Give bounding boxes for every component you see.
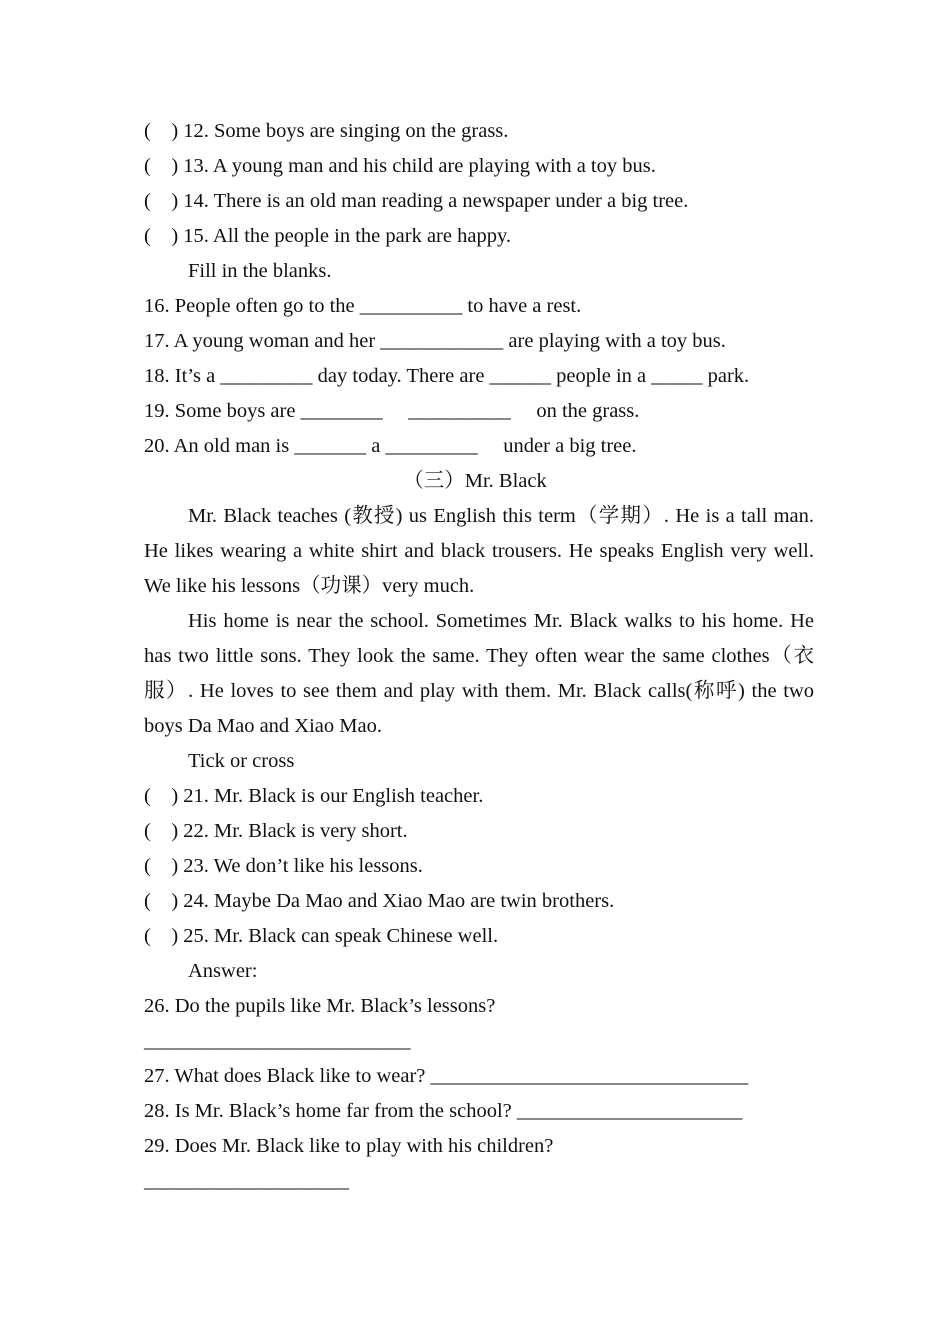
question-28: 28. Is Mr. Black’s home far from the school? ______________________ <box>144 1100 743 1122</box>
fill-heading: Fill in the blanks. <box>188 260 332 282</box>
question-29: 29. Does Mr. Black like to play with his children? <box>144 1135 554 1157</box>
question-27: 27. What does Black like to wear? _______________________________ <box>144 1065 749 1087</box>
tick-item-24: ( ) 24. Maybe Da Mao and Xiao Mao are twin brothers. <box>144 890 615 912</box>
answer-blank-26: __________________________ <box>144 1030 411 1052</box>
passage-paragraph-2: His home is near the school. Sometimes Mr. Black walks to his home. He has two little sons. They look the same. They often wear the same clothes（衣服）. He loves to see them and play with them. Mr. Black calls(称呼) the two boys Da Mao and Xiao Mao. <box>144 610 814 737</box>
fill-item-16: 16. People often go to the __________ to have a rest. <box>144 295 582 317</box>
worksheet-page <box>144 114 814 1199</box>
tf-item-14: ( ) 14. There is an old man reading a newspaper under a big tree. <box>144 190 689 212</box>
fill-item-17: 17. A young woman and her ____________ are playing with a toy bus. <box>144 330 726 352</box>
tick-item-22: ( ) 22. Mr. Black is very short. <box>144 820 408 842</box>
tick-heading: Tick or cross <box>188 750 295 772</box>
tf-item-15: ( ) 15. All the people in the park are happy. <box>144 225 511 247</box>
fill-item-18: 18. It’s a _________ day today. There are ______ people in a _____ park. <box>144 365 750 387</box>
tf-item-12: ( ) 12. Some boys are singing on the grass. <box>144 120 509 142</box>
section-title: （三）Mr. Black <box>403 470 547 492</box>
fill-item-20: 20. An old man is _______ a _________ under a big tree. <box>144 435 637 457</box>
answer-heading: Answer: <box>188 960 258 982</box>
passage-paragraph-1: Mr. Black teaches (教授) us English this term（学期）. He is a tall man. He likes wearing a white shirt and black trousers. He speaks English very well. We like his lessons（功课）very much. <box>144 505 814 597</box>
tf-item-13: ( ) 13. A young man and his child are playing with a toy bus. <box>144 155 656 177</box>
tick-item-21: ( ) 21. Mr. Black is our English teacher. <box>144 785 484 807</box>
tick-item-23: ( ) 23. We don’t like his lessons. <box>144 855 423 877</box>
fill-item-19: 19. Some boys are ________ __________ on the grass. <box>144 400 640 422</box>
answer-blank-29: ____________________ <box>144 1170 349 1192</box>
tick-item-25: ( ) 25. Mr. Black can speak Chinese well. <box>144 925 499 947</box>
question-26: 26. Do the pupils like Mr. Black’s lessons? <box>144 995 496 1017</box>
